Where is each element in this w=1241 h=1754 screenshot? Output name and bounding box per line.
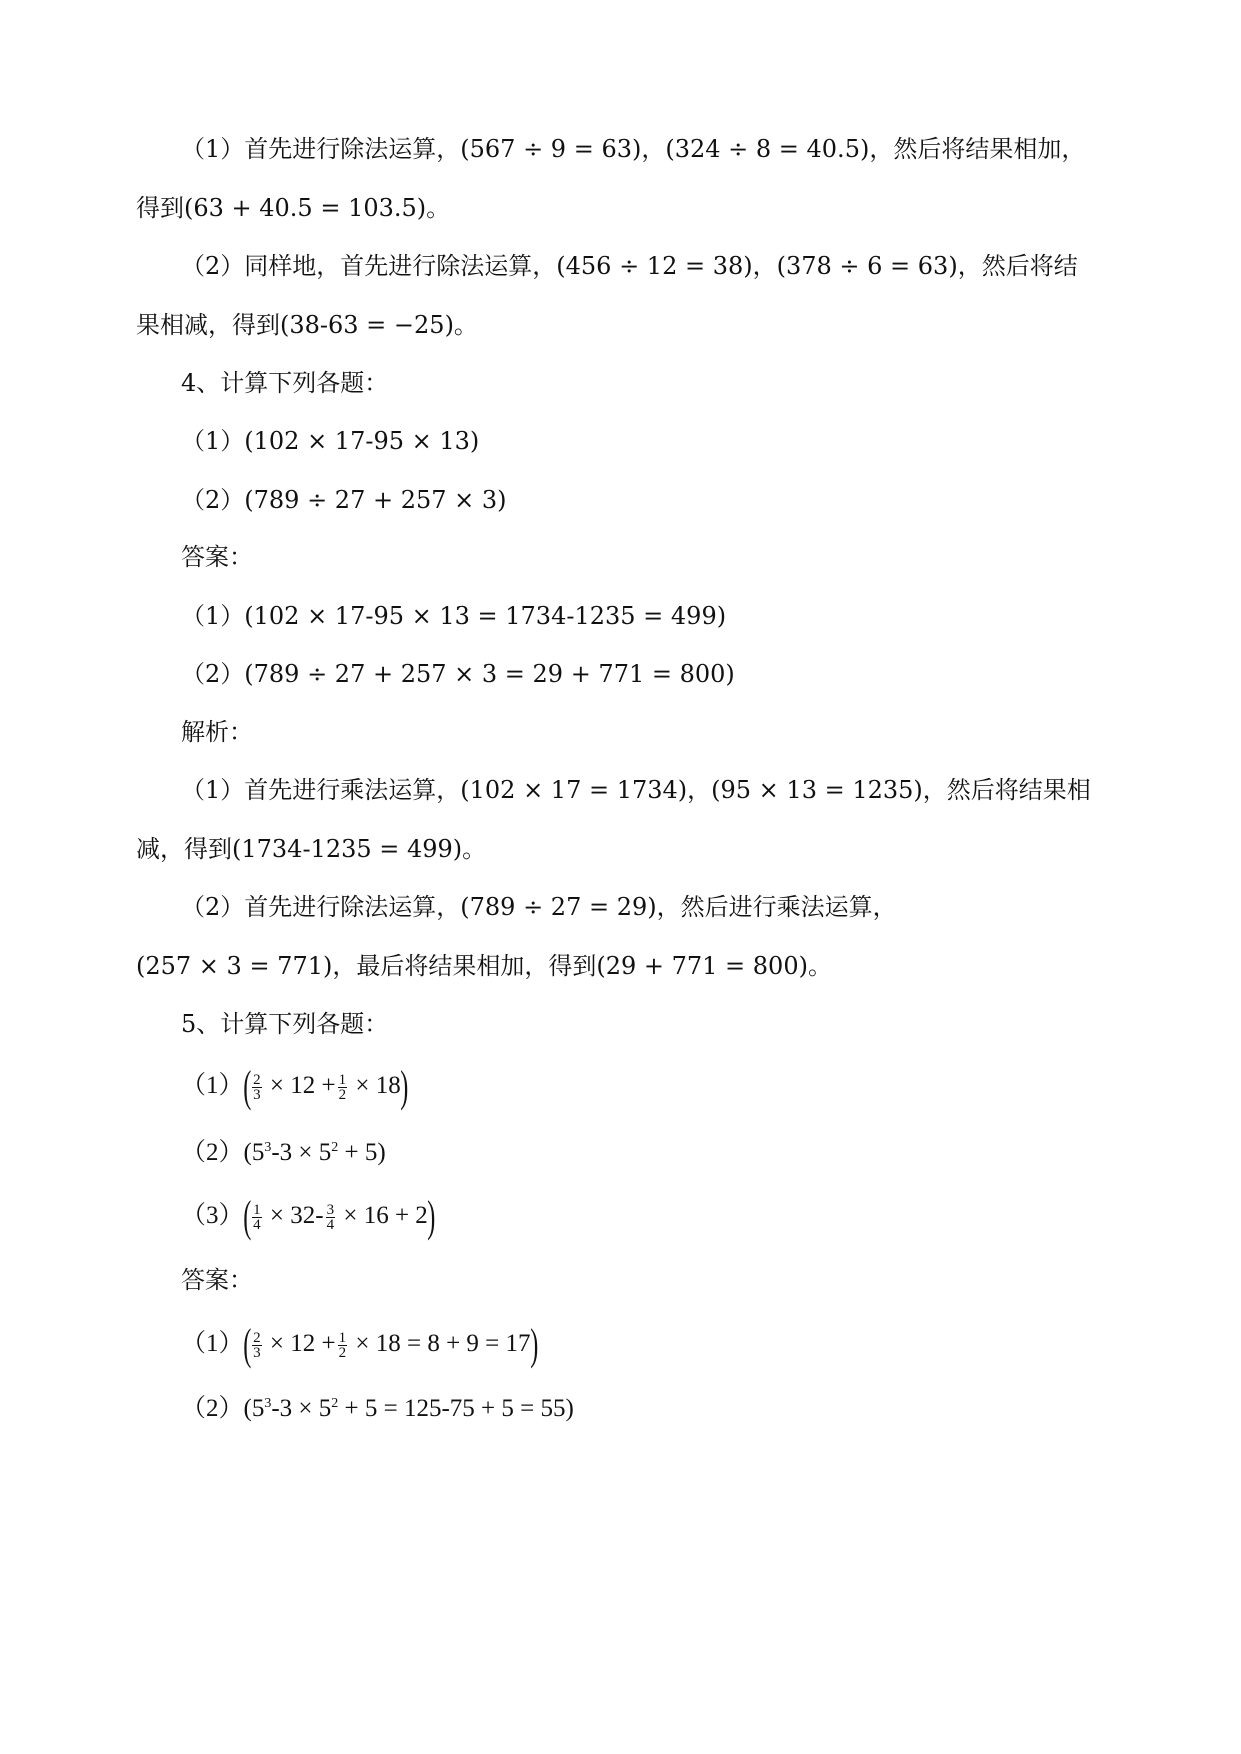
math-line: $(2)(5^3-3 \times 5^2 + 5)$ [181,1139,386,1166]
fraction: $\frac{1}{2}$ [338,1329,347,1361]
text-line: （1）首先进行乘法运算，(102 × 17 = 1734)，(95 × 13 = 1235)，然后将结果相 [181,776,1091,804]
big-paren-open: ( [242,1320,251,1370]
item-label: （3） [181,1202,244,1229]
math-line: （1）( $\frac{2}{3}$ × 12 + $\frac{1}{2}$ × 18 = 8 + 9 = 17) [181,1320,538,1370]
item-label: （2） [181,1139,244,1166]
text-line: （1）(102 × 17-95 × 13) [181,427,480,455]
text-line: (257 × 3 = 771)，最后将结果相加，得到(29 + 771 = 800)。 [136,952,832,980]
section-heading: 4、计算下列各题： [181,369,389,397]
item-label: （1） [181,1072,244,1099]
math-line: $(2)(5^3-3 \times 5^2 + 5 = 125-75 + 5 = 55)$ [181,1395,574,1422]
item-label: （2） [181,1395,244,1422]
big-paren-open: ( [242,1192,251,1242]
text-line: （2）(789 ÷ 27 + 257 × 3) [181,486,507,514]
fraction: $\frac{1}{4}$ [253,1201,261,1233]
text-line: 得到(63 + 40.5 = 103.5)。 [136,194,451,222]
text-line: （1）首先进行除法运算，(567 ÷ 9 = 63)，(324 ÷ 8 = 40.5)，然后将结果相加， [181,135,1086,163]
big-paren-close: ) [427,1192,436,1242]
big-paren-open: ( [242,1062,251,1112]
item-label: （1） [181,1330,244,1357]
text-line: 果相减，得到(38-63 = −25)。 [136,311,478,339]
math-line: （1）( $\frac{2}{3}$ × 12 + $\frac{1}{2}$ × 18) [181,1062,409,1112]
section-heading: 5、计算下列各题： [181,1010,389,1038]
text-line: （2）首先进行除法运算，(789 ÷ 27 = 29)，然后进行乘法运算， [181,893,897,921]
text-line: （2）(789 ÷ 27 + 257 × 3 = 29 + 771 = 800) [181,660,735,688]
math-line: （3）( $\frac{1}{4}$ × 32- $\frac{3}{4}$ × 16 + 2) [181,1192,436,1242]
big-paren-close: ) [529,1320,538,1370]
text-line: 减，得到(1734-1235 = 499)。 [136,835,487,863]
big-paren-close: ) [400,1062,409,1112]
fraction: $\frac{3}{4}$ [326,1201,335,1233]
answer-label: 答案： [181,1266,253,1294]
fraction: $\frac{2}{3}$ [253,1329,261,1361]
fraction: $\frac{1}{2}$ [338,1071,347,1103]
text-line: （2）同样地，首先进行除法运算，(456 ÷ 12 = 38)，(378 ÷ 6 = 63)，然后将结 [181,252,1078,280]
analysis-label: 解析： [181,718,253,746]
text-line: （1）(102 × 17-95 × 13 = 1734-1235 = 499) [181,602,727,630]
answer-label: 答案： [181,543,253,571]
fraction: $\frac{2}{3}$ [253,1071,261,1103]
